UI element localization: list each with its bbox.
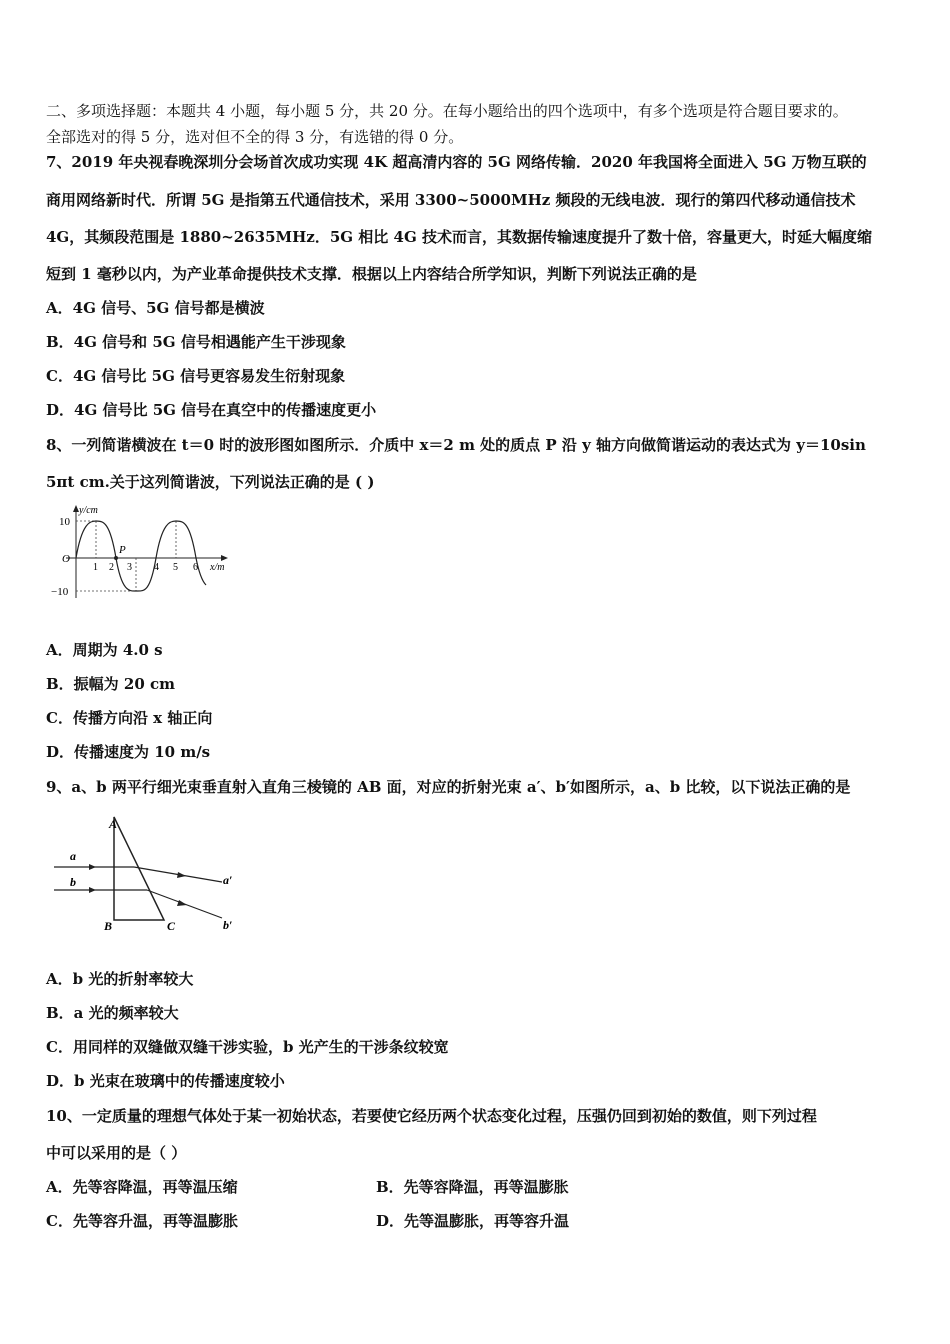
q7-stem-line3: 4G，其频段范围是 1880~2635MHz．5G 相比 4G 技术而言，其数据传输速度提升了数十倍，容量更大，时延大幅度缩 [46,228,872,246]
q8-option-d: D．传播速度为 10 m/s [46,743,211,761]
q7-option-b: B．4G 信号和 5G 信号相遇能产生干涉现象 [46,333,346,351]
q8-stem-line1: 8、一列简谐横波在 t＝0 时的波形图如图所示．介质中 x＝2 m 处的质点 P 沿 y 轴方向做简谐运动的表达式为 y＝10sin [46,436,866,454]
q8-xtick-5: 5 [173,562,178,573]
q8-y-label: y/cm [79,505,98,516]
q9-label-beam-b: b [70,875,76,889]
q7-stem-line4: 短到 1 毫秒以内，为产业革命提供技术支撑．根据以上内容结合所学知识，判断下列说法正确的是 [46,265,697,283]
q8-point-p [114,556,118,560]
q10-option-c: C．先等容升温，再等温膨胀 [46,1212,238,1230]
q9-label-a-vertex: A [109,817,118,831]
q10-option-b: B．先等容降温，再等温膨胀 [376,1178,569,1196]
q8-x-label: x/m [210,562,225,573]
q8-wave-curve [76,521,206,591]
q8-xtick-2: 2 [109,562,114,573]
q10-stem-line2: 中可以采用的是（ ） [46,1144,187,1162]
q8-wave-figure [46,503,236,603]
q9-beam-a-refracted-arrow-icon [177,872,186,878]
q9-beam-b-arrow-icon [89,887,96,893]
q9-label-b-vertex: B [104,919,113,933]
q9-label-beam-a-prime: a′ [223,873,233,887]
q7-option-d: D．4G 信号比 5G 信号在真空中的传播速度更小 [46,401,377,419]
q8-option-c: C．传播方向沿 x 轴正向 [46,709,213,727]
q9-option-d: D．b 光束在玻璃中的传播速度较小 [46,1072,285,1090]
q9-stem-line1: 9、a、b 两平行细光束垂直射入直角三棱镜的 AB 面，对应的折射光束 a′、b′如图所示，a、b 比较，以下说法正确的是 [46,778,851,796]
q9-beam-a-arrow-icon [89,864,96,870]
q8-ytick-10: 10 [59,516,70,528]
q8-point-p-label: P [119,544,126,556]
q9-option-b: B．a 光的频率较大 [46,1004,179,1022]
q8-option-a: A．周期为 4.0 s [46,641,163,659]
q9-label-beam-b-prime: b′ [223,918,233,932]
q8-xtick-4: 4 [154,562,159,573]
q10-option-d: D．先等温膨胀，再等容升温 [376,1212,570,1230]
q7-stem-line2: 商用网络新时代．所谓 5G 是指第五代通信技术，采用 3300~5000MHz 频段的无线电波．现行的第四代移动通信技术 [46,191,856,209]
q8-xtick-1: 1 [93,562,98,573]
q8-x-axis-arrow-icon [221,555,228,561]
q9-label-beam-a: a [70,849,76,863]
section-instructions-line1: 二、多项选择题：本题共 4 小题，每小题 5 分，共 20 分。在每小题给出的四个选项中，有多个选项是符合题目要求的。 [46,102,848,120]
q9-option-c: C．用同样的双缝做双缝干涉实验，b 光产生的干涉条纹较宽 [46,1038,449,1056]
q9-label-c-vertex: C [167,919,176,933]
q9-prism-figure [46,812,246,940]
q7-stem-line1: 7、2019 年央视春晚深圳分会场首次成功实现 4K 超高清内容的 5G 网络传输．2020 年我国将全面进入 5G 万物互联的 [46,153,867,171]
q10-stem-line1: 10、一定质量的理想气体处于某一初始状态，若要使它经历两个状态变化过程，压强仍回到初始的数值，则下列过程 [46,1107,817,1125]
q8-stem-line2: 5πt cm.关于这列简谐波，下列说法正确的是 ( ) [46,473,375,491]
q9-prism [114,817,164,920]
q8-ytick-neg10: −10 [51,586,69,598]
q9-option-a: A．b 光的折射率较大 [46,970,194,988]
q8-origin-label: O [62,553,70,565]
q7-option-a: A．4G 信号、5G 信号都是横波 [46,299,265,317]
q8-option-b: B．振幅为 20 cm [46,675,176,693]
section-instructions-line2: 全部选对的得 5 分，选对但不全的得 3 分，有选错的得 0 分。 [46,128,464,146]
q9-beam-b-refracted-arrow-icon [177,900,187,906]
q7-option-c: C．4G 信号比 5G 信号更容易发生衍射现象 [46,367,346,385]
q10-option-a: A．先等容降温，再等温压缩 [46,1178,238,1196]
q8-xtick-3: 3 [127,562,132,573]
q8-xtick-6: 6 [193,562,198,573]
